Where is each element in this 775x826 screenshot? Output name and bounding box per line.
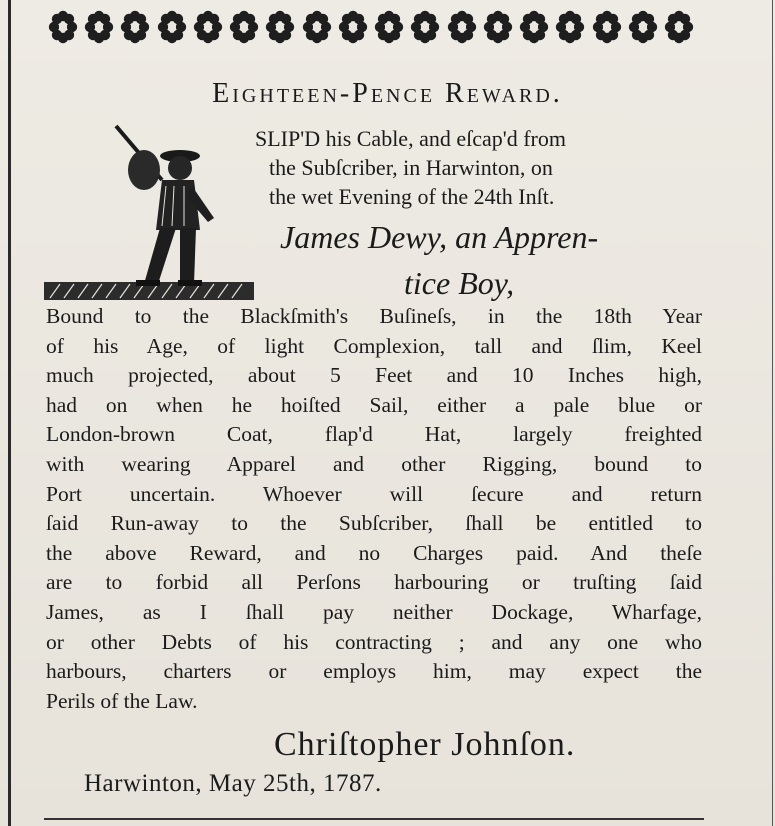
floral-ornament-icon: [191, 8, 225, 46]
signature: Chriſtopher Johnſon.: [274, 726, 576, 763]
ad-body: [46, 302, 702, 716]
floral-ornament-icon: [517, 8, 551, 46]
floral-ornament-icon: [300, 8, 334, 46]
body-line: harbours, charters or employs him, may expect the: [46, 659, 702, 684]
runaway-name: [280, 214, 710, 306]
body-line: much projected, about 5 Feet and 10 Inches high,: [46, 363, 702, 388]
body-line: with wearing Apparel and other Rigging, bound to: [46, 451, 702, 476]
floral-ornament-icon: [336, 8, 370, 46]
body-line: Port uncertain. Whoever will ſecure and return: [46, 481, 702, 506]
ornament-border: [46, 4, 696, 50]
floral-ornament-icon: [626, 8, 660, 46]
floral-ornament-icon: [445, 8, 479, 46]
body-line: had on when he hoiſted Sail, either a pale blue or: [46, 392, 702, 417]
body-line: Bound to the Blackſmith's Buſineſs, in the 18th Year: [46, 304, 702, 328]
body-line: the above Reward, and no Charges paid. And theſe: [46, 540, 702, 565]
ad-intro: [255, 124, 700, 211]
floral-ornament-icon: [662, 8, 696, 46]
floral-ornament-icon: [590, 8, 624, 46]
runaway-figure-woodcut-icon: [44, 122, 254, 304]
ad-title: Eighteen-Pence Reward.: [212, 78, 563, 109]
bottom-rule: [44, 818, 704, 820]
body-line: ſaid Run-away to the Subſcriber, ſhall be entitled to: [46, 511, 702, 536]
body-line: of his Age, of light Complexion, tall and ſlim, Keel: [46, 333, 702, 358]
floral-ornament-icon: [481, 8, 515, 46]
floral-ornament-icon: [227, 8, 261, 46]
body-line: James, as I ſhall pay neither Dockage, Wharfage,: [46, 599, 702, 624]
body-line: or other Debts of his contracting ; and any one who: [46, 629, 702, 654]
floral-ornament-icon: [553, 8, 587, 46]
column-rule-left: [8, 0, 11, 826]
intro-line: SLIP'D his Cable, and eſcap'd from: [255, 126, 566, 151]
intro-line: the wet Evening of the 24th Inſt.: [269, 184, 555, 209]
dateline: Harwinton, May 25th, 1787.: [84, 770, 382, 797]
floral-ornament-icon: [155, 8, 189, 46]
body-line: Perils of the Law.: [46, 688, 198, 713]
body-line: are to forbid all Perſons harbouring or truſting ſaid: [46, 570, 702, 595]
name-line: James Dewy, an Appren-: [280, 219, 599, 255]
floral-ornament-icon: [118, 8, 152, 46]
floral-ornament-icon: [372, 8, 406, 46]
floral-ornament-icon: [82, 8, 116, 46]
floral-ornament-icon: [263, 8, 297, 46]
column-rule-right: [772, 0, 773, 826]
floral-ornament-icon: [408, 8, 442, 46]
body-line: London-brown Coat, flap'd Hat, largely freighted: [46, 422, 702, 447]
name-line: tice Boy,: [404, 265, 515, 301]
floral-ornament-icon: [46, 8, 80, 46]
intro-line: the Subſcriber, in Harwinton, on: [269, 155, 553, 180]
